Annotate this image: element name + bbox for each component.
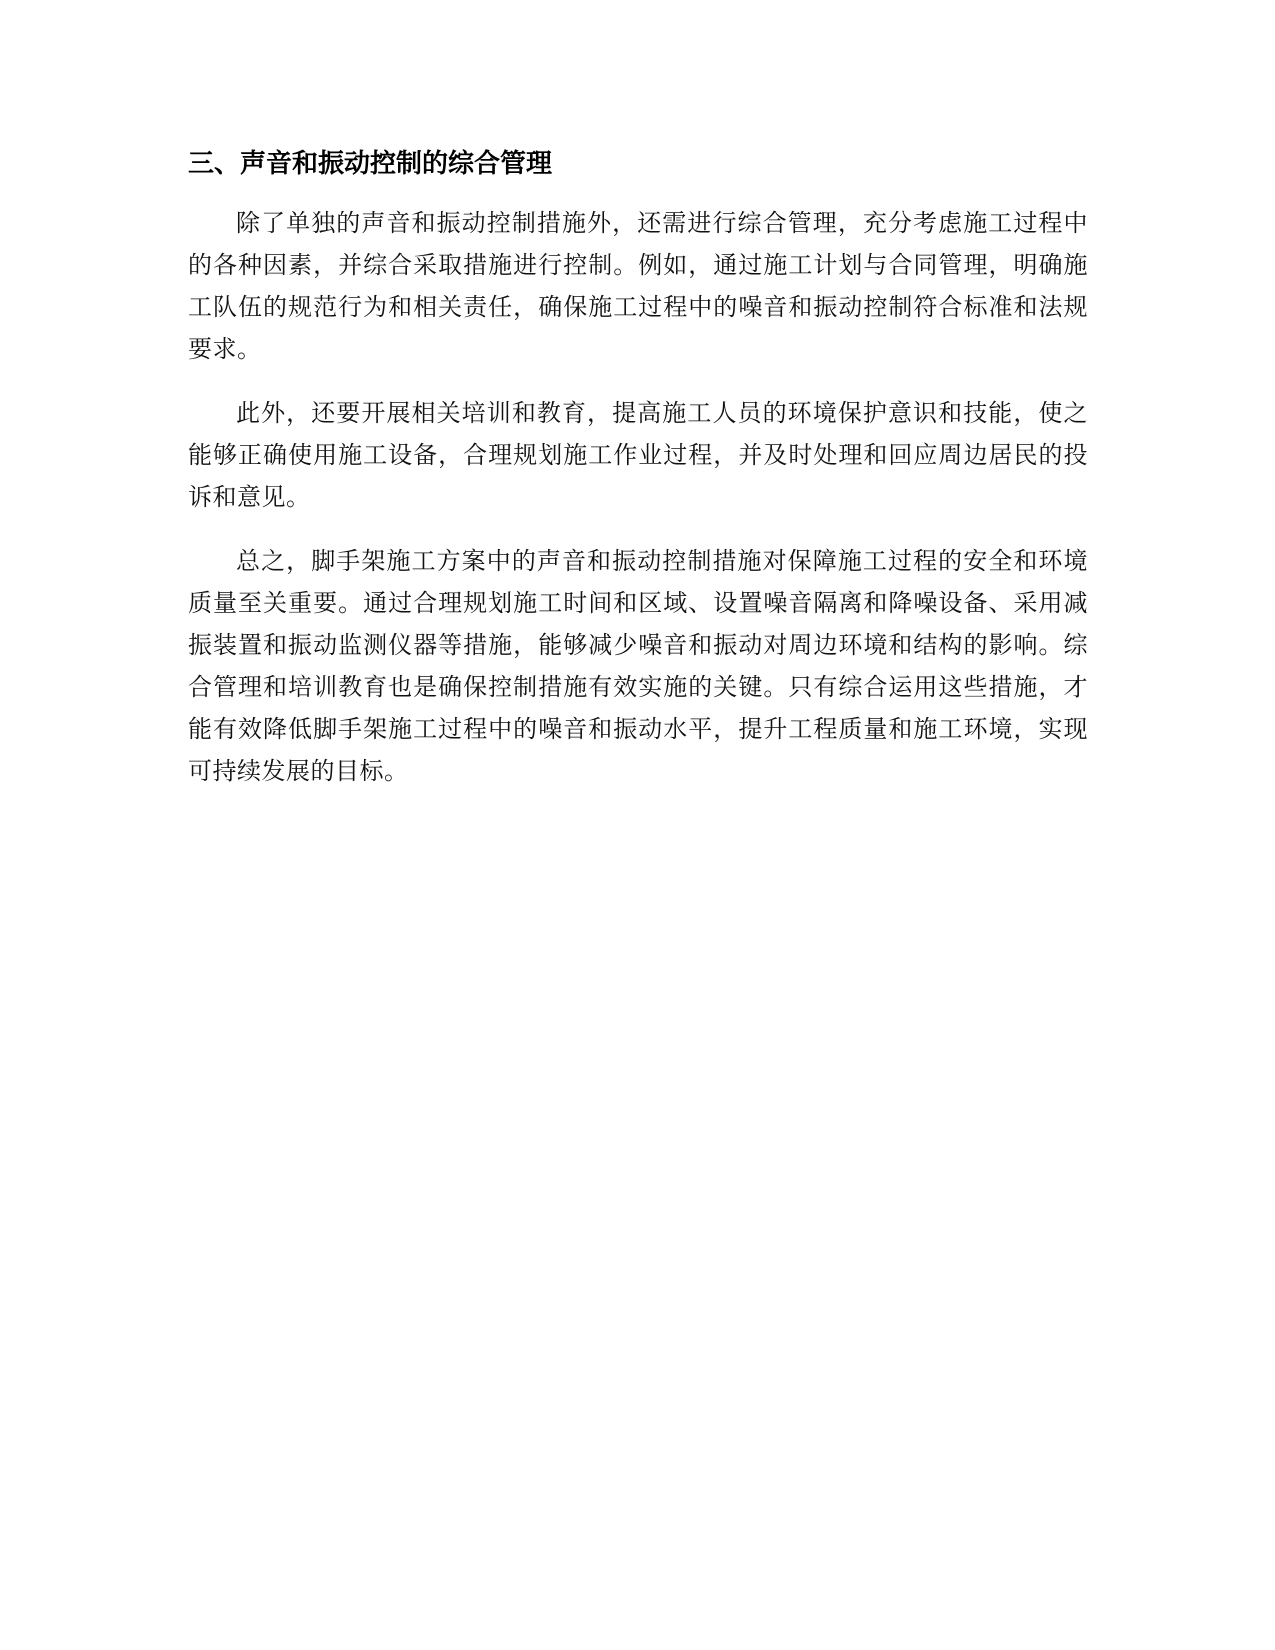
section-heading: 三、声音和振动控制的综合管理	[188, 149, 553, 179]
paragraph-training-education: 此外，还要开展相关培训和教育，提高施工人员的环境保护意识和技能，使之能够正确使用施工设备，合理规划施工作业过程，并及时处理和回应周边居民的投诉和意见。	[188, 399, 1088, 511]
document-content	[188, 146, 1088, 814]
paragraph-integrated-management: 除了单独的声音和振动控制措施外，还需进行综合管理，充分考虑施工过程中的各种因素，并综合采取措施进行控制。例如，通过施工计划与合同管理，明确施工队伍的规范行为和相关责任，确保施工过程中的噪音和振动控制符合标准和法规要求。	[188, 209, 1088, 363]
paragraph-conclusion: 总之，脚手架施工方案中的声音和振动控制措施对保障施工过程的安全和环境质量至关重要。通过合理规划施工时间和区域、设置噪音隔离和降噪设备、采用减振装置和振动监测仪器等措施，能够减少噪音和振动对周边环境和结构的影响。综合管理和培训教育也是确保控制措施有效实施的关键。只有综合运用这些措施，才能有效降低脚手架施工过程中的噪音和振动水平，提升工程质量和施工环境，实现可持续发展的目标。	[188, 547, 1088, 785]
